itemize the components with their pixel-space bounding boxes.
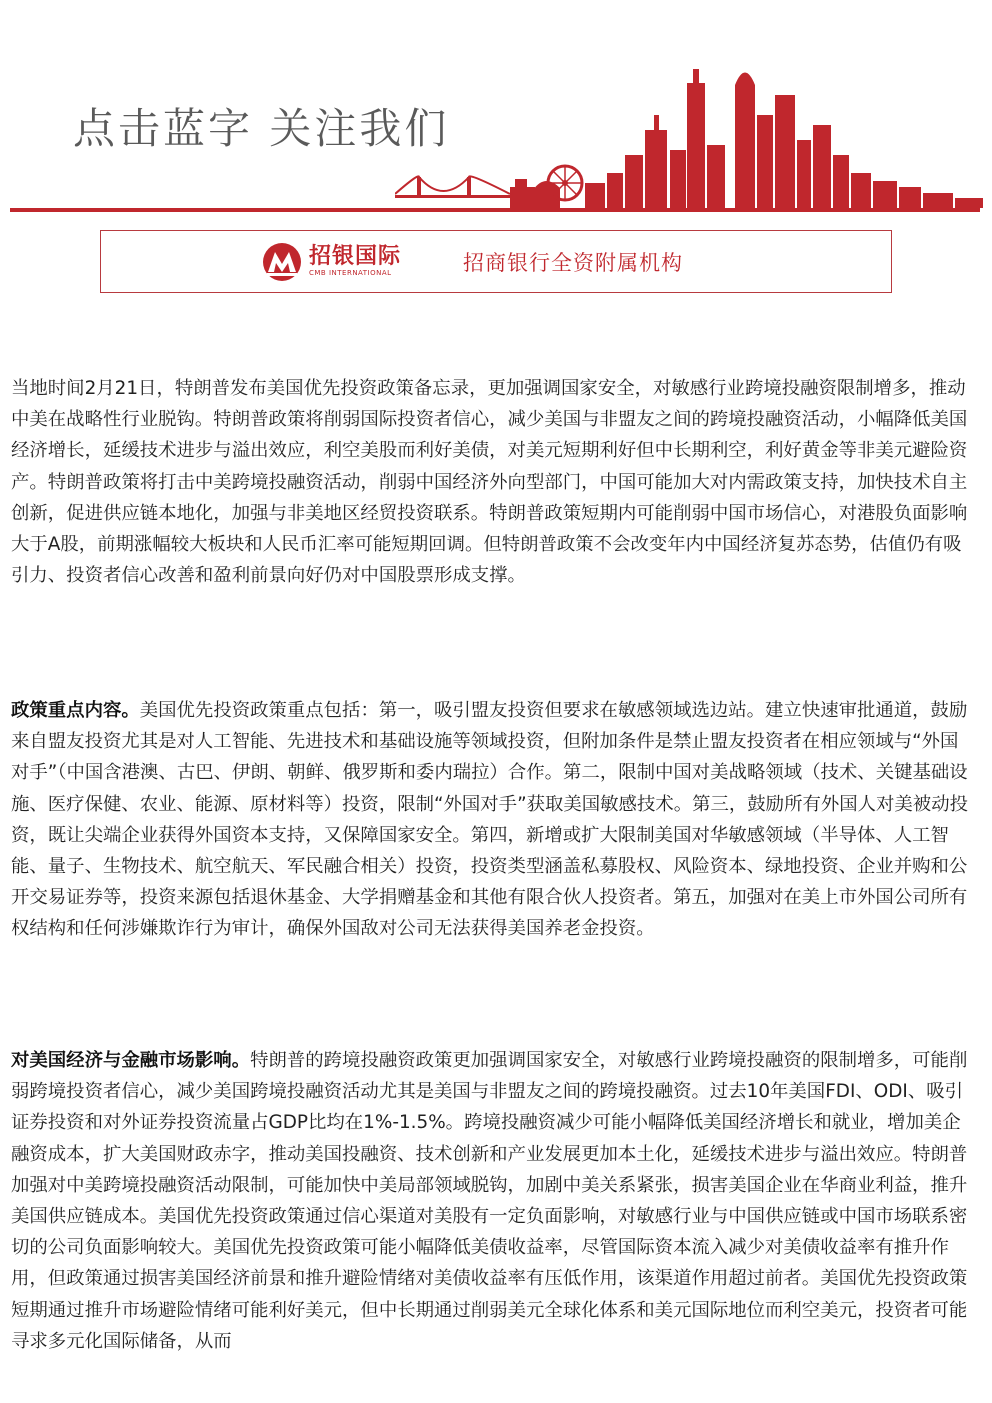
- logo-english-name: CMB INTERNATIONAL: [309, 269, 392, 277]
- cmb-logo-icon: [261, 242, 303, 282]
- paragraph-text: 当地时间2月21日，特朗普发布美国优先投资政策备忘录，更加强调国家安全，对敏感行业跨境投融资限制增多，推动中美在战略性行业脱钩。特朗普政策将削弱国际投资者信心，减少美国与非盟友之间的跨境投融资活动，小幅降低美国经济增长，延缓技术进步与溢出效应，利空美股而利好美债，对美元短期利好但中长期利空，利好黄金等非美元避险资产。特朗普政策将打击中美跨境投融资活动，削弱中国经济外向型部门，中国可能加大对内需政策支持，加快技术自主创新，促进供应链本地化，加强与非美地区经贸投资联系。特朗普政策短期内可能削弱中国市场信心，对港股负面影响大于A股，前期涨幅较大板块和人民币汇率可能短期回调。但特朗普政策不会改变年内中国经济复苏态势，估值仍有吸引力、投资者信心改善和盈利前景向好仍对中国股票形成支撑。: [11, 378, 968, 587]
- intro-paragraph: [11, 373, 973, 591]
- city-skyline-illustration: [395, 55, 985, 210]
- paragraph-heading: 政策重点内容。: [11, 700, 140, 721]
- brand-banner[interactable]: [100, 230, 892, 293]
- policy-paragraph: [11, 695, 973, 945]
- impact-paragraph: [11, 1045, 973, 1357]
- paragraph-heading: 对美国经济与金融市场影响。: [11, 1050, 251, 1071]
- paragraph-text: 特朗普的跨境投融资政策更加强调国家安全，对敏感行业跨境投融资的限制增多，可能削弱跨境投资者信心，减少美国跨境投融资活动尤其是美国与非盟友之间的跨境投融资。过去10年美国FDI、ODI、吸引证券投资和对外证券投资流量占GDP比均在1%-1.5%。跨境投融资减少可能小幅降低美国经济增长和就业，增加美企融资成本，扩大美国财政赤字，推动美国投融资、技术创新和产业发展更加本土化，延缓技术进步与溢出效应。特朗普加强对中美跨境投融资活动限制，可能加快中美局部领域脱钩，加剧中美关系紧张，损害美国企业在华商业利益，推升美国供应链成本。美国优先投资政策通过信心渠道对美股有一定负面影响，对敏感行业与中国供应链或中国市场联系密切的公司负面影响较大。美国优先投资政策可能小幅降低美债收益率，尽管国际资本流入减少对美债收益率有推升作用，但政策通过损害美国经济前景和推升避险情绪对美债收益率有压低作用，该渠道作用超过前者。美国优先投资政策短期通过推升市场避险情绪可能利好美元，但中长期通过削弱美元全球化体系和美元国际地位而利空美元，投资者可能寻求多元化国际储备，从而: [11, 1050, 968, 1352]
- paragraph-text: 美国优先投资政策重点包括：第一，吸引盟友投资但要求在敏感领域选边站。建立快速审批通道，鼓励来自盟友投资尤其是对人工智能、先进技术和基础设施等领域投资，但附加条件是禁止盟友投资者在相应领域与“外国对手”（中国含港澳、古巴、伊朗、朝鲜、俄罗斯和委内瑞拉）合作。第二，限制中国对美战略领域（技术、关键基础设施、医疗保健、农业、能源、原材料等）投资，限制“外国对手”获取美国敏感技术。第三，鼓励所有外国人对美被动投资，既让尖端企业获得外国资本支持，又保障国家安全。第四，新增或扩大限制美国对华敏感领域（半导体、人工智能、量子、生物技术、航空航天、军民融合相关）投资，投资类型涵盖私募股权、风险资本、绿地投资、企业并购和公开交易证券等，投资来源包括退休基金、大学捐赠基金和其他有限合伙人投资者。第五，加强对在美上市外国公司所有权结构和任何涉嫌欺诈行为审计，确保外国敌对公司无法获得美国养老金投资。: [11, 700, 968, 940]
- follow-us-title[interactable]: 点击蓝字 关注我们: [73, 104, 450, 153]
- logo-chinese-name: 招银国际: [309, 244, 402, 269]
- page-header: [0, 0, 992, 215]
- brand-tagline: 招商银行全资附属机构: [463, 251, 683, 275]
- header-divider: [10, 208, 980, 212]
